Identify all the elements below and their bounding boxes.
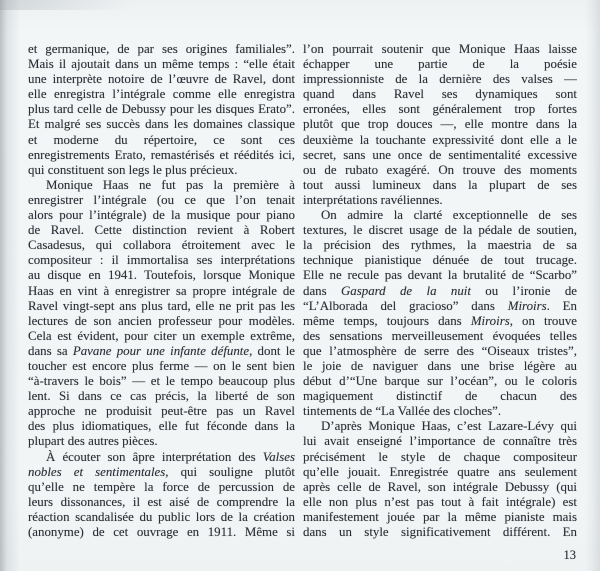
- text-line: [28, 434, 295, 449]
- text-segment: début d’“Une barque sur l’océan”, ou le coloris: [303, 374, 577, 389]
- italic-text-segment: Valses: [262, 449, 295, 464]
- text-segment: qu’elle jouait. Enregistrée quatre ans seulement: [303, 464, 577, 479]
- left-text-column: [28, 42, 295, 540]
- text-line: [303, 434, 577, 449]
- text-line: [28, 419, 295, 434]
- text-line: [28, 193, 295, 208]
- text-segment: toucher est encore plus ferme — on le sent bien: [28, 358, 295, 373]
- text-line: [28, 374, 295, 389]
- text-segment: au disque en 1941. Toutefois, lorsque Monique: [28, 268, 295, 283]
- text-segment: ou de rubato exagéré. On trouve des moments: [303, 162, 577, 177]
- text-line: [28, 525, 295, 540]
- text-line: [28, 163, 295, 178]
- text-segment: ou l’ironie de: [470, 283, 577, 298]
- text-segment: On admire la clarté exceptionnelle de ses: [321, 208, 577, 223]
- text-segment: magiquement distinctif de chacun des: [303, 389, 577, 404]
- text-line: [28, 223, 295, 238]
- text-line: [28, 465, 295, 480]
- text-segment: Elle ne recule pas devant la brutalité de “Scarbo”: [303, 268, 577, 283]
- text-segment: échapper une partie de la poésie: [303, 57, 577, 72]
- text-line: [28, 314, 295, 329]
- text-segment: tout aussi lumineux dans la plupart de ses: [303, 177, 577, 192]
- text-line: [28, 389, 295, 404]
- text-line: [28, 495, 295, 510]
- text-segment: réaction scandalisée du public lors de la création: [28, 509, 295, 524]
- text-line: [303, 102, 577, 117]
- text-segment: “L’Alborada del gracioso” dans: [303, 298, 508, 313]
- text-segment: lui avait enseigné l’importance de connaître très: [303, 434, 577, 449]
- text-line: [303, 238, 577, 253]
- text-segment: lent. Si dans ce cas précis, la liberté de son: [28, 389, 295, 404]
- text-line: [303, 148, 577, 163]
- text-segment: le joie de naviguer dans une brise légère au: [303, 358, 577, 373]
- text-line: [303, 72, 577, 87]
- text-line: [28, 299, 295, 314]
- text-line: [303, 359, 577, 374]
- text-segment: plupart des autres pièces.: [28, 434, 158, 449]
- text-line: [303, 480, 577, 495]
- text-line: [28, 344, 295, 359]
- text-line: [28, 329, 295, 344]
- text-line: [303, 525, 577, 540]
- text-segment: deuxième la touchante expressivité dont elle a le: [303, 132, 577, 147]
- text-segment: même temps, toujours dans: [303, 313, 471, 328]
- text-segment: D’après Monique Haas, c’est Lazare-Lévy qui: [321, 419, 577, 434]
- text-segment: . En: [546, 298, 577, 313]
- text-segment: Casadesus, qui collabora étroitement avec le: [28, 238, 295, 253]
- text-line: [303, 223, 577, 238]
- text-line: [28, 480, 295, 495]
- text-line: [28, 238, 295, 253]
- text-line: [303, 465, 577, 480]
- text-segment: secret, sans une once de sentimentalité excessive: [303, 147, 577, 162]
- scan-shadow-right: [585, 0, 600, 571]
- text-segment: erronées, elles sont généralement trop fortes: [303, 102, 577, 117]
- text-segment: et moderne du répertoire, ce sont ces: [28, 132, 295, 147]
- text-segment: de Ravel. Cette distinction revient à Robert: [28, 223, 295, 238]
- text-segment: elle non plus n’est pas tout à fait intégrale) est: [303, 494, 577, 509]
- text-segment: tintements de “La Vallée des cloches”.: [303, 404, 502, 419]
- text-line: [28, 404, 295, 419]
- text-line: [303, 57, 577, 72]
- text-line: [303, 450, 577, 465]
- text-segment: compositeur : il immortalisa ses interprétations: [28, 253, 295, 268]
- text-segment: des plus idiomatiques, elle fut féconde dans la: [28, 419, 295, 434]
- text-line: [303, 329, 577, 344]
- scan-shadow-top-left: [0, 0, 160, 10]
- text-segment: une interprète notoire de l’œuvre de Ravel, dont: [28, 72, 295, 87]
- text-line: [28, 284, 295, 299]
- text-line: [28, 117, 295, 132]
- text-line: [303, 163, 577, 178]
- text-segment: qu’elle ne tempère la force de percussion de: [28, 479, 295, 494]
- text-segment: manifestement jouée par la même pianiste mais: [303, 509, 577, 524]
- text-segment: “à-travers le bois” — et le tempo beaucoup plus: [28, 374, 295, 389]
- text-segment: l’on pourrait soutenir que Monique Haas laisse: [303, 42, 577, 56]
- text-line: [28, 148, 295, 163]
- italic-text-segment: Pavane pour une infante défunte: [72, 343, 250, 358]
- text-segment: Haas en vint à enregistrer sa propre intégrale de: [28, 283, 295, 298]
- text-segment: la précision des rythmes, la maestria de sa: [303, 238, 577, 253]
- text-line: [303, 268, 577, 283]
- text-segment: technique pianistique dénuée de tout trucage.: [303, 253, 577, 268]
- text-segment: dans sa: [28, 343, 73, 358]
- right-text-column: [303, 42, 577, 540]
- text-segment: plus tard celle de Debussy pour les disques Erato”.: [28, 102, 295, 117]
- text-segment: Mais il ajoutait dans un même temps : “elle était: [28, 57, 295, 72]
- text-line: [28, 72, 295, 87]
- italic-text-segment: Miroirs: [470, 313, 510, 328]
- text-line: [303, 208, 577, 223]
- text-line: [303, 314, 577, 329]
- text-segment: alors pour l’intégrale) de la musique pour piano: [28, 208, 295, 223]
- page-number: 13: [563, 548, 576, 562]
- text-segment: leurs dissonances, il est aisé de comprendre la: [28, 494, 295, 509]
- text-segment: lectures de son ancien professeur pour modèles.: [28, 313, 295, 328]
- text-segment: qui constituent son legs le plus précieux.: [28, 162, 238, 177]
- text-segment: (anonyme) de cet ouvrage en 1911. Même si: [28, 525, 295, 539]
- text-line: [28, 178, 295, 193]
- text-line: [303, 344, 577, 359]
- text-line: [28, 510, 295, 525]
- text-segment: impressionniste de la dernière des valses —: [303, 72, 577, 87]
- italic-text-segment: nobles et sentimentales: [28, 464, 166, 479]
- text-segment: précisément le style de chaque compositeur: [303, 449, 577, 464]
- text-line: [28, 253, 295, 268]
- text-line: [303, 374, 577, 389]
- text-line: [28, 57, 295, 72]
- text-segment: Cela est évident, pour citer un exemple extrême,: [28, 328, 295, 343]
- text-line: [303, 510, 577, 525]
- text-line: [303, 178, 577, 193]
- text-segment: après celle de Ravel, son intégrale Debussy (qui: [303, 479, 577, 494]
- text-line: [303, 299, 577, 314]
- text-segment: textures, le discret usage de la pédale de soutien,: [303, 223, 577, 238]
- text-line: [303, 87, 577, 102]
- text-segment: enregistrements Erato, remastérisés et réédités ici,: [28, 147, 295, 162]
- text-segment: et germanique, de par ses origines familiales”.: [28, 42, 295, 56]
- text-segment: dans un style significativement différent. En: [303, 525, 577, 539]
- text-segment: quand dans Ravel ses dynamiques sont: [303, 87, 577, 102]
- text-segment: Ravel vingt-sept ans plus tard, elle ne prit pas les: [28, 298, 295, 313]
- text-line: [28, 268, 295, 283]
- text-segment: des sensations merveilleusement évoquées telles: [303, 328, 577, 343]
- text-line: [28, 42, 295, 57]
- text-line: [303, 253, 577, 268]
- text-segment: À écouter son âpre interprétation des: [46, 449, 263, 464]
- italic-text-segment: Miroirs: [507, 298, 547, 313]
- text-segment: dans: [303, 283, 341, 298]
- text-line: [28, 450, 295, 465]
- text-line: [303, 117, 577, 132]
- text-segment: Monique Haas ne fut pas la première à: [46, 177, 295, 192]
- text-segment: approche ne produisit peut-être pas un Ravel: [28, 404, 295, 419]
- text-line: [28, 87, 295, 102]
- scan-shadow-left: [0, 0, 20, 571]
- text-line: [28, 208, 295, 223]
- text-segment: enregistrer l’intégrale (ou ce que l’on tenait: [28, 192, 295, 207]
- text-line: [303, 42, 577, 57]
- text-line: [303, 389, 577, 404]
- italic-text-segment: Gaspard de la nuit: [340, 283, 471, 298]
- text-segment: interprétations ravéliennes.: [303, 192, 443, 207]
- text-line: [303, 404, 577, 419]
- text-segment: plutôt que trop douces —, elle montre dans la: [303, 117, 577, 132]
- text-line: [303, 193, 577, 208]
- text-segment: que l’atmosphère de serre des “Oiseaux tristes”,: [303, 343, 577, 358]
- text-segment: , on trouve: [509, 313, 577, 328]
- text-line: [303, 133, 577, 148]
- text-line: [28, 133, 295, 148]
- text-line: [28, 102, 295, 117]
- text-line: [303, 495, 577, 510]
- text-line: [303, 284, 577, 299]
- text-line: [28, 359, 295, 374]
- text-segment: , dont le: [249, 343, 295, 358]
- text-line: [303, 419, 577, 434]
- text-segment: Et malgré ses succès dans les domaines classique: [28, 117, 295, 132]
- text-segment: , qui souligne plutôt: [165, 464, 295, 479]
- text-segment: elle enregistra l’intégrale comme elle enregistra: [28, 87, 295, 102]
